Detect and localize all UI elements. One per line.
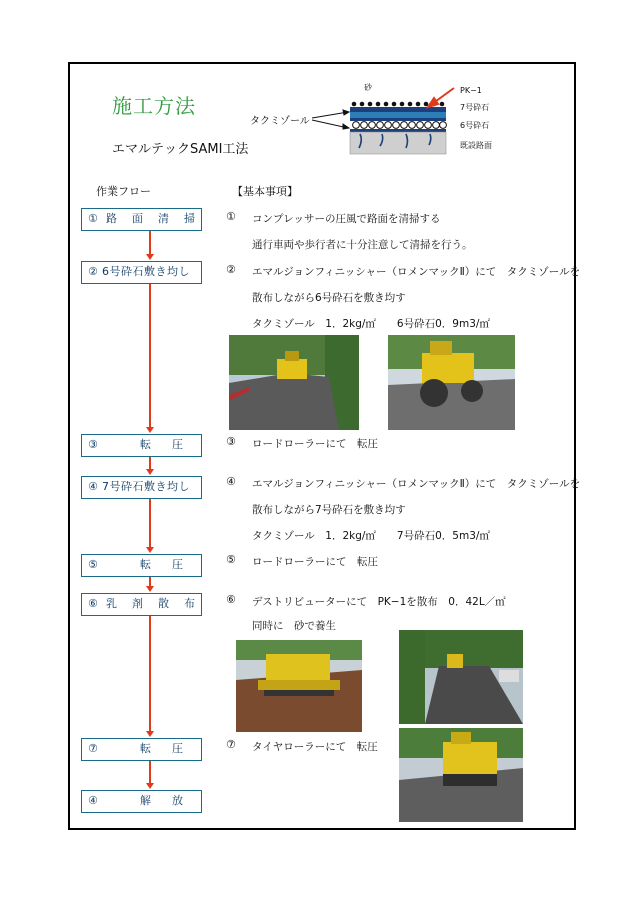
photo-finisher-road-graphic (229, 335, 359, 430)
photo-spraying-roadside (399, 630, 523, 724)
photo-distributor (236, 640, 362, 732)
flow-step-number: ① (88, 212, 98, 225)
step-number: ③ (226, 435, 236, 448)
layer-diagram (248, 82, 508, 162)
step-text: デストリビューターにて PK−1を散布 0．42L／㎡ (252, 596, 506, 608)
flow-arrow-line (149, 616, 151, 732)
step-number: ④ (226, 475, 236, 488)
flow-step (81, 790, 202, 813)
photo-roller-compact (388, 335, 515, 430)
label-no6: 6号砕石 (460, 121, 490, 130)
flow-step-number: ⑤ (88, 558, 98, 571)
label-sand: 砂 (364, 83, 372, 92)
flow-arrow-head (146, 586, 154, 592)
flow-step (81, 261, 202, 284)
flow-step-number: ⑦ (88, 742, 98, 755)
flow-arrow-head (146, 469, 154, 475)
flow-arrow-head (146, 783, 154, 789)
flow-arrow-head (146, 427, 154, 433)
flow-arrow-line (149, 499, 151, 548)
step-number: ⑥ (226, 593, 236, 606)
photo-tire-roller (399, 728, 523, 822)
step-text: タイヤローラーにて 転圧 (252, 741, 378, 753)
photo-roller-compact-graphic (388, 335, 515, 430)
method-name: エマルテックSAMI工法 (112, 142, 249, 157)
step-text: ロードローラーにて 転圧 (252, 556, 378, 568)
step-text: ロードローラーにて 転圧 (252, 438, 378, 450)
label-takumi: タクミゾール (250, 116, 310, 127)
flow-step-label: 乳剤散布 (106, 597, 195, 610)
flow-step (81, 434, 202, 457)
flow-step-label: 路面清掃 (106, 212, 195, 225)
step-number: ② (226, 263, 236, 276)
flow-label: 作業フロー (96, 185, 151, 198)
flow-arrow-line (149, 284, 151, 428)
flow-step (81, 476, 202, 499)
flow-step-label: 6号砕石敷き均し (102, 265, 190, 278)
flow-step-number: ④ (88, 794, 98, 807)
flow-step-number: ② (88, 265, 98, 278)
step-number: ⑤ (226, 553, 236, 566)
photo-finisher-road (229, 335, 359, 430)
basic-items-label: 【基本事項】 (232, 185, 298, 198)
step-text: 散布しながら7号砕石を敷き均す (252, 504, 406, 516)
flow-step-number: ③ (88, 438, 98, 451)
page-title: 施工方法 (112, 94, 196, 118)
flow-arrow-line (149, 761, 151, 784)
step-text: エマルジョンフィニッシャー（ロメンマックⅡ）にて タクミゾールを (252, 266, 581, 278)
flow-step-label: 転圧 (140, 742, 183, 755)
flow-step-label: 解放 (140, 794, 183, 807)
flow-arrow-head (146, 254, 154, 260)
flow-arrow-head (146, 731, 154, 737)
step-text: 通行車両や歩行者に十分注意して清掃を行う。 (252, 239, 473, 251)
step-text: コンプレッサーの圧風で路面を清掃する (252, 213, 441, 225)
photo-spraying-roadside-graphic (399, 630, 523, 724)
step-text: タクミゾール 1．2kg/㎡ 6号砕石0．9m3/㎡ (252, 318, 490, 330)
photo-tire-roller-graphic (399, 728, 523, 822)
flow-step-label: 転圧 (140, 558, 183, 571)
step-text: エマルジョンフィニッシャー（ロメンマックⅡ）にて タクミゾールを (252, 478, 581, 490)
flow-arrow-line (149, 231, 151, 255)
step-number: ⑦ (226, 738, 236, 751)
flow-step-number: ⑥ (88, 597, 98, 610)
label-existing: 既設路面 (460, 141, 492, 150)
step-text: タクミゾール 1．2kg/㎡ 7号砕石0．5m3/㎡ (252, 530, 490, 542)
label-pk1: PK−1 (460, 86, 482, 95)
flow-step-label: 7号砕石敷き均し (102, 480, 190, 493)
flow-step (81, 554, 202, 577)
flow-arrow-head (146, 547, 154, 553)
step-number: ① (226, 210, 236, 223)
step-text: 同時に 砂で養生 (252, 620, 336, 632)
flow-step-number: ④ (88, 480, 98, 493)
layer-diagram-graphic (248, 82, 508, 162)
flow-step (81, 208, 202, 231)
flow-step (81, 738, 202, 761)
photo-distributor-graphic (236, 640, 362, 732)
step-text: 散布しながら6号砕石を敷き均す (252, 292, 406, 304)
label-no7: 7号砕石 (460, 103, 490, 112)
flow-step-label: 転圧 (140, 438, 183, 451)
flow-step (81, 593, 202, 616)
